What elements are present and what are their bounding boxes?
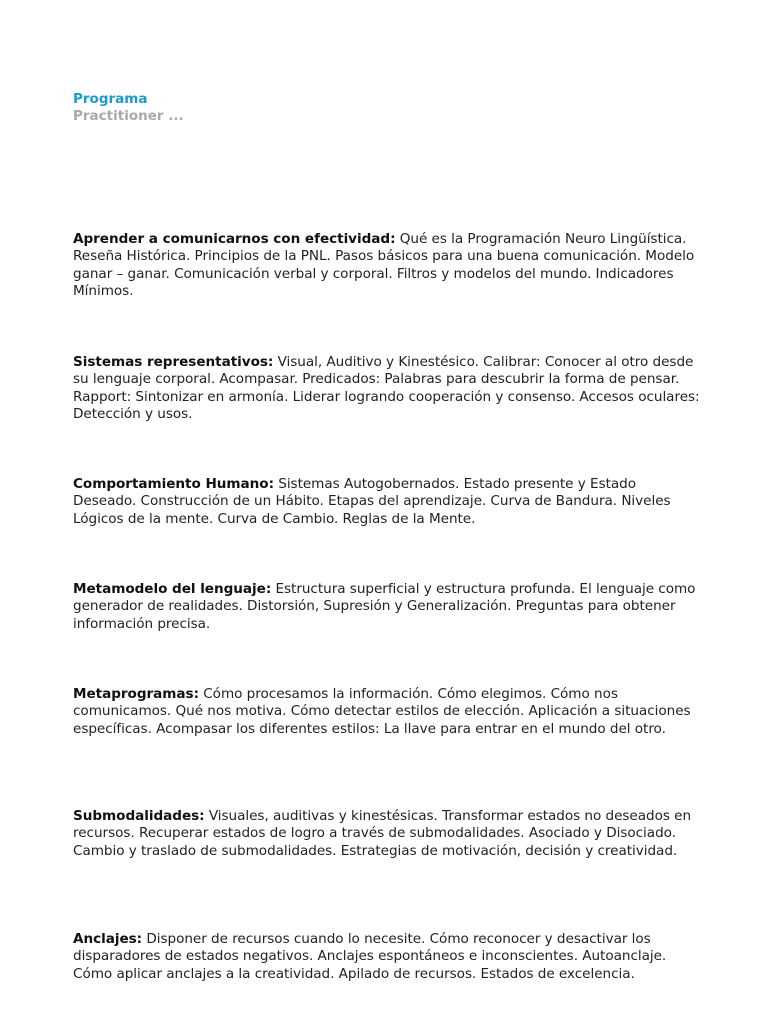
section-comportamiento-humano — [73, 476, 701, 528]
section-body: Visual, Auditivo y Kinestésico. Calibrar: Conocer al otro desde su lenguaje corporal. Acompasar. Predicados: Palabras para descubrir la forma de pensar. Rapport: Sintonizar en armonía. Liderar logrando cooperación y consenso. Accesos oculares: Detección y usos. — [73, 354, 700, 423]
section-body: Estructura superficial y estructura profunda. El lenguaje como generador de realidades. Distorsión, Supresión y Generalización. Preguntas para obtener información precisa. — [73, 581, 696, 632]
section-sistemas-representativos — [73, 354, 701, 424]
document-subtitle: Practitioner ... — [73, 108, 184, 124]
section-body: Cómo procesamos la información. Cómo elegimos. Cómo nos comunicamos. Qué nos motiva. Cómo detectar estilos de elección. Aplicación a situaciones específicas. Acompasar los diferentes estilos: La llave para entrar en el mundo del otro. — [73, 686, 691, 737]
section-heading: Metaprogramas: — [73, 686, 199, 702]
section-body: Visuales, auditivas y kinestésicas. Transformar estados no deseados en recursos. Recuperar estados de logro a través de submodalidades. Asociado y Disociado. Cambio y traslado de submodalidades. Estrategias de motivación, decisión y creatividad. — [73, 808, 692, 859]
section-anclajes — [73, 931, 701, 983]
section-heading: Sistemas representativos: — [73, 354, 274, 370]
section-metaprogramas — [73, 686, 701, 738]
section-heading: Aprender a comunicarnos con efectividad: — [73, 231, 396, 247]
section-heading: Anclajes: — [73, 931, 143, 947]
section-heading: Comportamiento Humano: — [73, 476, 274, 492]
section-body: Sistemas Autogobernados. Estado presente y Estado Deseado. Construcción de un Hábito. Etapas del aprendizaje. Curva de Bandura. Niveles Lógicos de la mente. Curva de Cambio. Reglas de la Mente. — [73, 476, 671, 527]
section-metamodelo — [73, 581, 701, 633]
section-heading: Submodalidades: — [73, 808, 205, 824]
section-body: Disponer de recursos cuando lo necesite. Cómo reconocer y desactivar los disparadores de estados negativos. Anclajes espontáneos e inconscientes. Autoanclaje. Cómo aplicar anclajes a la creatividad. Apilado de recursos. Estados de excelencia. — [73, 931, 667, 982]
document-title: Programa — [73, 91, 148, 107]
section-heading: Metamodelo del lenguaje: — [73, 581, 272, 597]
section-body: Qué es la Programación Neuro Lingüística. Reseña Histórica. Principios de la PNL. Pasos básicos para una buena comunicación. Modelo ganar – ganar. Comunicación verbal y corporal. Filtros y modelos del mundo. Indicadores Mínimos. — [73, 231, 695, 300]
section-comunicacion — [73, 231, 701, 301]
document-header — [73, 91, 701, 125]
section-submodalidades — [73, 808, 701, 860]
